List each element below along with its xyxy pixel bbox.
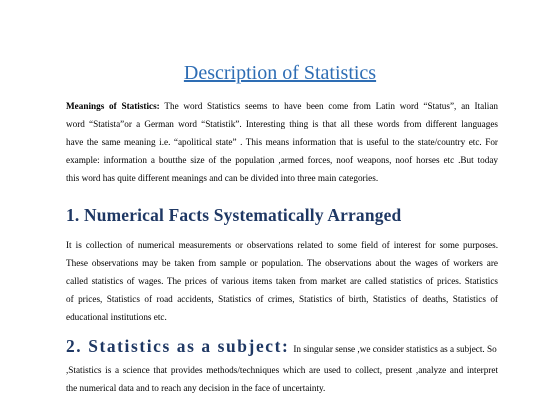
intro-line-1 xyxy=(66,98,498,116)
intro-line-2: word “Statista”or a German word “Statistik”. Interesting thing is that all these words from different languages xyxy=(66,119,498,129)
section1-line-2: These observations may be taken from sample or population. The observations about the wages of workers are xyxy=(66,258,498,268)
section1-heading: 1. Numerical Facts Systematically Arranged xyxy=(66,205,402,225)
intro-line-1-text: The word Statistics seems to have been come from Latin word “Status”, an Italian xyxy=(164,101,498,111)
section2-heading-line xyxy=(66,336,498,357)
intro-line-3: have the same meaning i.e. “apolitical state” . This means information that is useful to the state/country etc. For xyxy=(66,137,498,147)
section1-line-3: called statistics of wages. The prices of various items taken from market are called statistics of prices. Statistics xyxy=(66,276,498,286)
intro-lead: Meanings of Statistics: xyxy=(66,101,160,111)
section2-inline-text: In singular sense ,we consider statistics as a subject. So xyxy=(293,344,497,354)
section2-heading: 2. Statistics as a subject: xyxy=(66,336,290,356)
section1-line-4: of prices, Statistics of road accidents, Statistics of crimes, Statistics of birth, Statistics of deaths, Statistics of xyxy=(66,294,498,304)
section1-line-5: educational institutions etc. xyxy=(66,312,167,322)
section2-line-1: ,Statistics is a science that provides methods/techniques which are used to collect, present ,analyze and interpret xyxy=(66,365,498,375)
section2-line-2: the numerical data and to reach any decision in the face of uncertainty. xyxy=(66,383,326,393)
intro-line-5: this word has quite different meanings and can be divided into three main categories. xyxy=(66,173,379,183)
intro-line-4: example: information a boutthe size of the population ,armed forces, noof weapons, noof horses etc .But today xyxy=(66,155,498,165)
section1-line-1: It is collection of numerical measurements or observations related to some field of interest for some purposes. xyxy=(66,240,498,250)
document-title: Description of Statistics xyxy=(183,62,377,84)
